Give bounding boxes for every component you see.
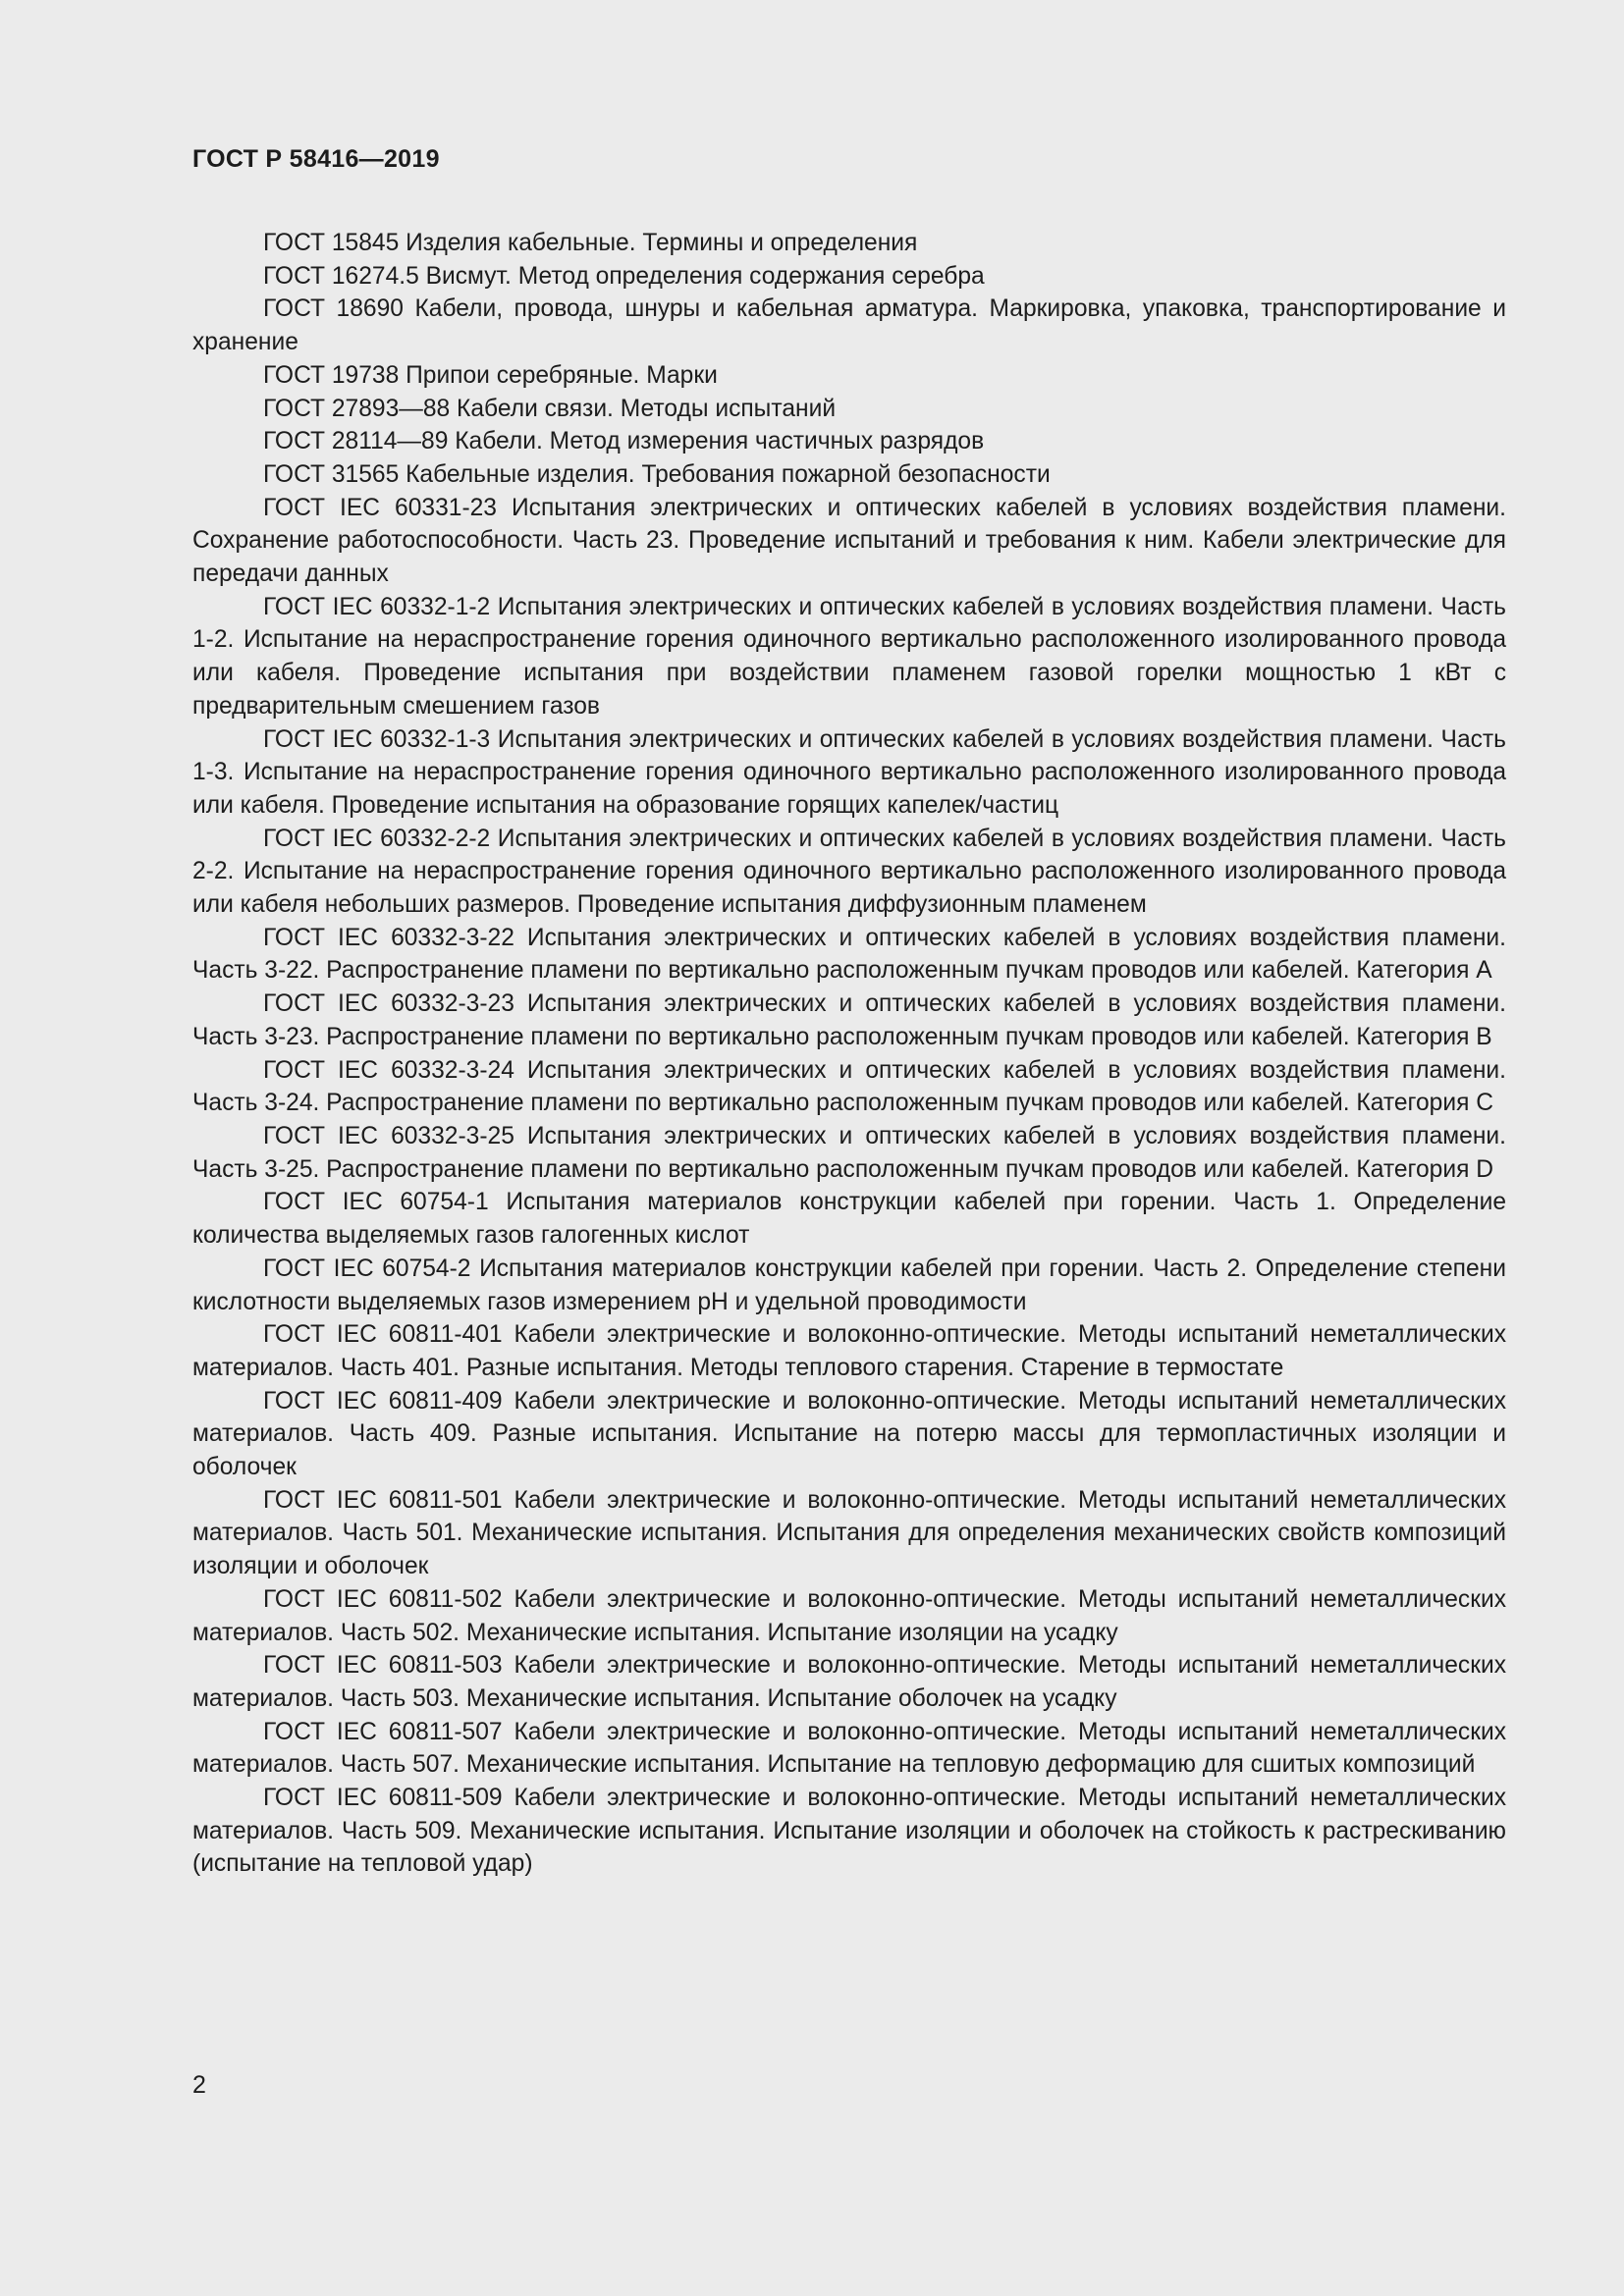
reference-entry: ГОСТ IEC 60332-3-25 Испытания электрических и оптических кабелей в условиях воздействия пламени. Часть 3-25. Распространение пламени по вертикально расположенным пучкам проводов или кабелей. Категория D <box>192 1122 1506 1183</box>
reference-entry: ГОСТ IEC 60332-3-23 Испытания электрических и оптических кабелей в условиях воздействия пламени. Часть 3-23. Распространение пламени по вертикально расположенным пучкам проводов или кабелей. Категория B <box>192 990 1506 1050</box>
reference-entry: ГОСТ IEC 60332-1-3 Испытания электрических и оптических кабелей в условиях воздействия пламени. Часть 1-3. Испытание на нераспространение горения одиночного вертикально расположенного изолированного провода или кабеля. Проведение испытания на образование горящих капелек/частиц <box>192 725 1506 819</box>
reference-entry: ГОСТ IEC 60332-3-22 Испытания электрических и оптических кабелей в условиях воздействия пламени. Часть 3-22. Распространение пламени по вертикально расположенным пучкам проводов или кабелей. Категория A <box>192 924 1506 985</box>
reference-entry: ГОСТ IEC 60332-3-24 Испытания электрических и оптических кабелей в условиях воздействия пламени. Часть 3-24. Распространение пламени по вертикально расположенным пучкам проводов или кабелей. Категория C <box>192 1056 1506 1117</box>
document-header: ГОСТ Р 58416—2019 <box>192 145 440 173</box>
reference-entry: ГОСТ IEC 60811-401 Кабели электрические и волоконно-оптические. Методы испытаний неметаллических материалов. Часть 401. Разные испытания. Методы теплового старения. Старение в термостате <box>192 1321 1506 1381</box>
reference-entry: ГОСТ 15845 Изделия кабельные. Термины и определения <box>263 230 918 256</box>
reference-entry: ГОСТ 19738 Припои серебряные. Марки <box>263 361 718 389</box>
reference-entry: ГОСТ IEC 60811-409 Кабели электрические и волоконно-оптические. Методы испытаний неметаллических материалов. Часть 409. Разные испытания. Испытание на потерю массы для термопластичных изоляции и оболочек <box>192 1387 1506 1481</box>
normative-references-list <box>192 227 1506 1881</box>
reference-entry: ГОСТ IEC 60332-2-2 Испытания электрических и оптических кабелей в условиях воздействия пламени. Часть 2-2. Испытание на нераспространение горения одиночного вертикально расположенного изолированного провода или кабеля небольших размеров. Проведение испытания диффузионным пламенем <box>192 825 1506 919</box>
reference-entry: ГОСТ IEC 60811-501 Кабели электрические и волоконно-оптические. Методы испытаний неметаллических материалов. Часть 501. Механические испытания. Испытания для определения механических свойств композиций изоляции и оболочек <box>192 1486 1506 1580</box>
reference-entry: ГОСТ IEC 60332-1-2 Испытания электрических и оптических кабелей в условиях воздействия пламени. Часть 1-2. Испытание на нераспространение горения одиночного вертикально расположенного изолированного провода или кабеля. Проведение испытания при воздействии пламенем газовой горелки мощностью 1 кВт с предварительным смешением газов <box>192 593 1506 720</box>
reference-entry: ГОСТ 27893—88 Кабели связи. Методы испытаний <box>263 395 837 422</box>
reference-entry: ГОСТ IEC 60331-23 Испытания электрических и оптических кабелей в условиях воздействия пламени. Сохранение работоспособности. Часть 23. Проведение испытаний и требования к ним. Кабели электрические для передачи данных <box>192 494 1506 588</box>
reference-entry: ГОСТ IEC 60754-1 Испытания материалов конструкции кабелей при горении. Часть 1. Определение количества выделяемых газов галогенных кислот <box>192 1189 1506 1250</box>
reference-entry: ГОСТ 18690 Кабели, провода, шнуры и кабельная арматура. Маркировка, упаковка, транспортирование и хранение <box>192 295 1506 356</box>
page-number: 2 <box>192 2071 206 2099</box>
reference-entry: ГОСТ 31565 Кабельные изделия. Требования пожарной безопасности <box>263 460 1051 488</box>
reference-entry: ГОСТ IEC 60811-502 Кабели электрические и волоконно-оптические. Методы испытаний неметаллических материалов. Часть 502. Механические испытания. Испытание изоляции на усадку <box>192 1585 1506 1646</box>
reference-entry: ГОСТ IEC 60811-503 Кабели электрические и волоконно-оптические. Методы испытаний неметаллических материалов. Часть 503. Механические испытания. Испытание оболочек на усадку <box>192 1652 1506 1712</box>
reference-entry: ГОСТ 28114—89 Кабели. Метод измерения частичных разрядов <box>263 428 985 455</box>
reference-entry: ГОСТ IEC 60811-507 Кабели электрические и волоконно-оптические. Методы испытаний неметаллических материалов. Часть 507. Механические испытания. Испытание на тепловую деформацию для сшитых композиций <box>192 1718 1506 1779</box>
reference-entry: ГОСТ IEC 60811-509 Кабели электрические и волоконно-оптические. Методы испытаний неметаллических материалов. Часть 509. Механические испытания. Испытание изоляции и оболочек на стойкость к растрескиванию (испытание на тепловой удар) <box>192 1785 1506 1878</box>
reference-entry: ГОСТ IEC 60754-2 Испытания материалов конструкции кабелей при горении. Часть 2. Определение степени кислотности выделяемых газов измерением pH и удельной проводимости <box>192 1255 1506 1315</box>
reference-entry: ГОСТ 16274.5 Висмут. Метод определения содержания серебра <box>263 262 985 290</box>
